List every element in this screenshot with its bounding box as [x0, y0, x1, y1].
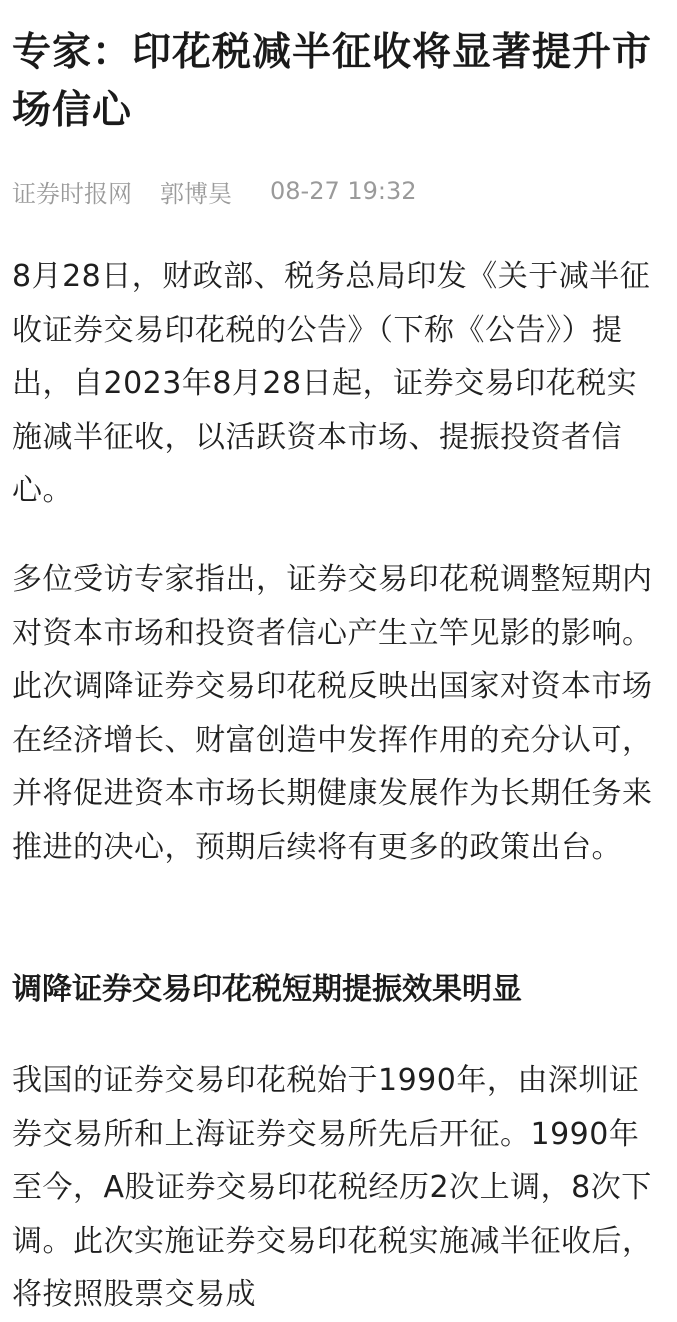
article-paragraph: 我国的证券交易印花税始于1990年，由深圳证券交易所和上海证券交易所先后开征。1990年至今，A股证券交易印花税经历2次上调，8次下调。此次实施证券交易印花税实施减半征收后，将按照股票交易成: [12, 1063, 653, 1312]
article-meta: [12, 174, 417, 208]
author-name[interactable]: 郭博昊: [160, 179, 232, 208]
article-paragraph: 多位受访专家指出，证券交易印花税调整短期内对资本市场和投资者信心产生立竿见影的影响。此次调降证券交易印花税反映出国家对资本市场在经济增长、财富创造中发挥作用的充分认可，并将促进资本市场长期健康发展作为长期任务来推进的决心，预期后续将有更多的政策出台。: [12, 562, 653, 865]
article-title: 专家：印花税减半征收将显著提升市场信心: [12, 30, 653, 133]
source-name[interactable]: 证券时报网: [12, 179, 132, 208]
publish-time: 08-27 19:32: [270, 177, 417, 205]
article-paragraph: 8月28日，财政部、税务总局印发《关于减半征收证券交易印花税的公告》（下称《公告》）提出，自2023年8月28日起，证券交易印花税实施减半征收，以活跃资本市场、提振投资者信心。: [12, 259, 651, 508]
section-heading: 调降证券交易印花税短期提振效果明显: [12, 972, 522, 1007]
